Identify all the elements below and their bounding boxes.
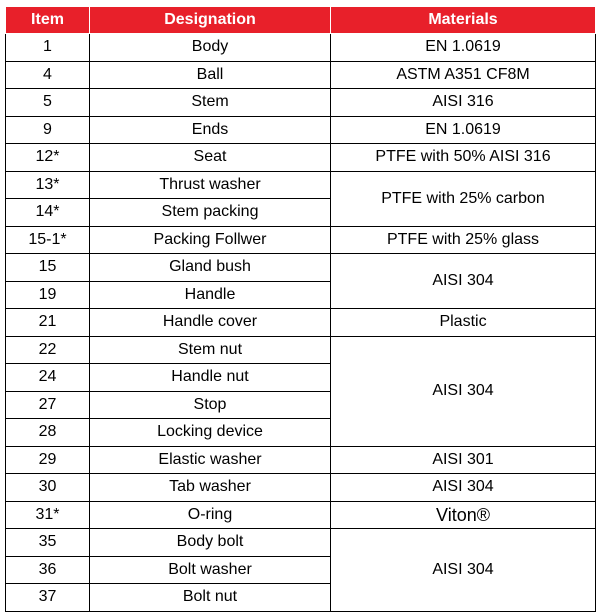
item-cell: 14* [6, 199, 90, 227]
item-cell: 28 [6, 419, 90, 447]
item-cell: 4 [6, 61, 90, 89]
item-cell: 21 [6, 309, 90, 337]
material-cell: Viton® [331, 501, 596, 529]
designation-cell: Thrust washer [90, 171, 331, 199]
item-cell: 13* [6, 171, 90, 199]
item-cell: 31* [6, 501, 90, 529]
material-cell: EN 1.0619 [331, 116, 596, 144]
designation-cell: Stem nut [90, 336, 331, 364]
designation-cell: Packing Follwer [90, 226, 331, 254]
item-cell: 27 [6, 391, 90, 419]
header-designation: Designation [90, 7, 331, 34]
item-cell: 24 [6, 364, 90, 392]
designation-cell: Locking device [90, 419, 331, 447]
material-cell: AISI 304 [331, 529, 596, 612]
designation-cell: Handle [90, 281, 331, 309]
item-cell: 12* [6, 144, 90, 172]
material-cell: Plastic [331, 309, 596, 337]
item-cell: 37 [6, 584, 90, 612]
table-row [6, 309, 596, 337]
item-cell: 1 [6, 34, 90, 62]
designation-cell: Stem packing [90, 199, 331, 227]
header-materials: Materials [331, 7, 596, 34]
item-cell: 29 [6, 446, 90, 474]
material-cell: PTFE with 50% AISI 316 [331, 144, 596, 172]
item-cell: 35 [6, 529, 90, 557]
item-cell: 15-1* [6, 226, 90, 254]
material-cell: AISI 316 [331, 89, 596, 117]
table-row [6, 171, 596, 199]
designation-cell: Bolt nut [90, 584, 331, 612]
designation-cell: Handle nut [90, 364, 331, 392]
header-row [6, 7, 596, 34]
material-cell: PTFE with 25% glass [331, 226, 596, 254]
materials-table [5, 6, 596, 612]
designation-cell: Gland bush [90, 254, 331, 282]
item-cell: 30 [6, 474, 90, 502]
table-row [6, 61, 596, 89]
table-row [6, 89, 596, 117]
material-cell: AISI 301 [331, 446, 596, 474]
item-cell: 15 [6, 254, 90, 282]
designation-cell: Tab washer [90, 474, 331, 502]
designation-cell: Elastic washer [90, 446, 331, 474]
table-row [6, 446, 596, 474]
table-row [6, 144, 596, 172]
designation-cell: Stop [90, 391, 331, 419]
item-cell: 9 [6, 116, 90, 144]
table-row [6, 254, 596, 282]
header-item: Item [6, 7, 90, 34]
designation-cell: Body bolt [90, 529, 331, 557]
table-row [6, 529, 596, 557]
designation-cell: Ends [90, 116, 331, 144]
material-cell: AISI 304 [331, 474, 596, 502]
designation-cell: Bolt washer [90, 556, 331, 584]
table-row [6, 336, 596, 364]
designation-cell: Stem [90, 89, 331, 117]
designation-cell: Ball [90, 61, 331, 89]
item-cell: 19 [6, 281, 90, 309]
item-cell: 22 [6, 336, 90, 364]
material-cell: AISI 304 [331, 254, 596, 309]
designation-cell: O-ring [90, 501, 331, 529]
table-row [6, 116, 596, 144]
item-cell: 36 [6, 556, 90, 584]
designation-cell: Body [90, 34, 331, 62]
table-row [6, 226, 596, 254]
designation-cell: Handle cover [90, 309, 331, 337]
material-cell: ASTM A351 CF8M [331, 61, 596, 89]
item-cell: 5 [6, 89, 90, 117]
material-cell: PTFE with 25% carbon [331, 171, 596, 226]
table-row [6, 474, 596, 502]
table-row [6, 501, 596, 529]
material-cell: AISI 304 [331, 336, 596, 446]
material-cell: EN 1.0619 [331, 34, 596, 62]
designation-cell: Seat [90, 144, 331, 172]
table-row [6, 34, 596, 62]
